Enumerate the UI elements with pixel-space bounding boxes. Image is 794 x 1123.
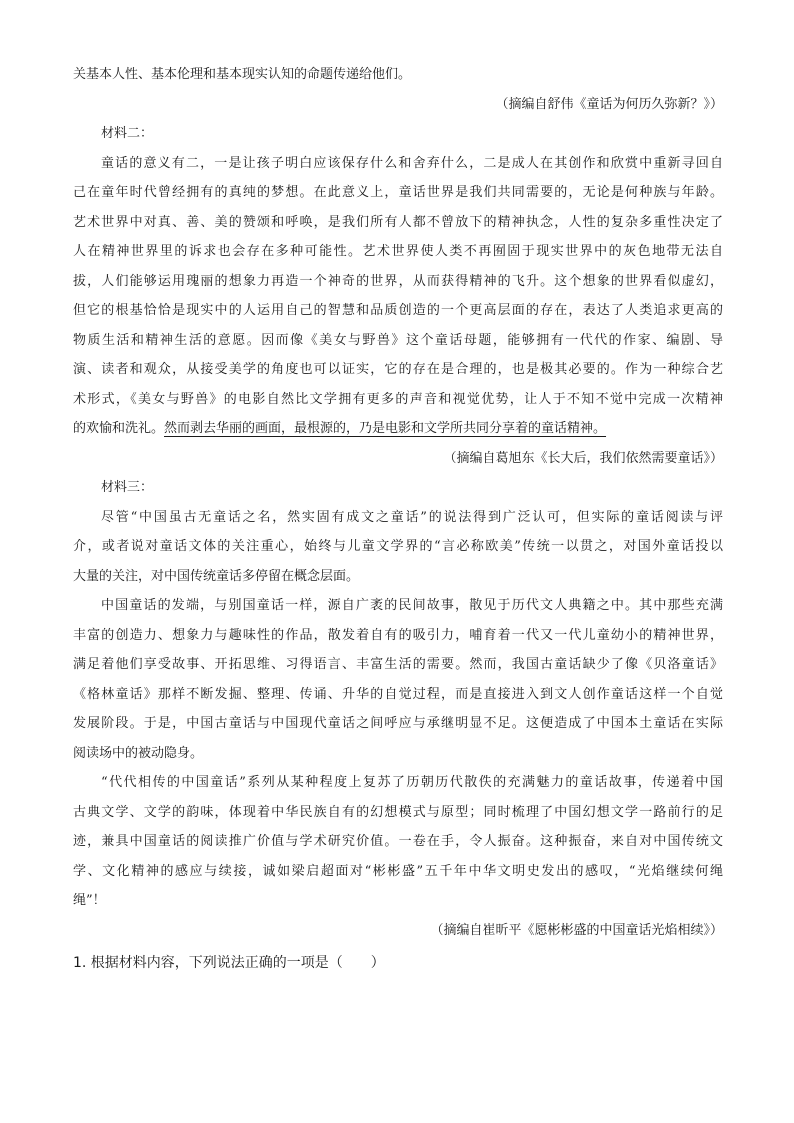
paragraph-line: 学、文化精神的感应与续接，诚如梁启超面对“彬彬盛”五千年中华文明史发出的感叹，“光焰继续何绳 xyxy=(73,863,723,879)
paragraph-line: 艺术世界中对真、善、美的赞颂和呼唤，是我们所有人都不曾放下的精神执念，人性的复杂多重性决定了 xyxy=(73,214,723,230)
paragraph-text: 的欢愉和洗礼。 xyxy=(73,421,165,436)
paragraph-line xyxy=(73,414,723,444)
paragraph-line: 演、读者和观众，从接受美学的角度也可以证实，它的存在是合理的，也是极其必要的。作为一种综合艺 xyxy=(73,362,723,377)
document-page xyxy=(73,60,723,979)
question-stem: 1. 根据材料内容，下列说法正确的一项是（ ） xyxy=(73,955,385,971)
paragraph-line: 己在童年时代曾经拥有的真纯的梦想。在此意义上，童话世界是我们共同需要的，无论是何种族与年龄。 xyxy=(73,185,723,200)
source-citation: （摘编自葛旭东《长大后，我们依然需要童话》） xyxy=(443,450,723,466)
paragraph-line: 丰富的创造力、想象力与趣味性的作品，散发着自有的吸引力，哺育着一代又一代儿童幼小的精神世界， xyxy=(73,627,723,643)
paragraph-line: “代代相传的中国童话”系列从某种程度上复苏了历朝历代散佚的充满魅力的童话故事，传递着中国 xyxy=(101,775,723,790)
paragraph-line: 拔，人们能够运用瑰丽的想象力再造一个神奇的世界，从而获得精神的飞升。这个想象的世界看似虚幻， xyxy=(73,273,723,289)
section-heading-material-3: 材料三： xyxy=(101,480,154,495)
paragraph-line: 但它的根基恰恰是现实中的人运用自己的智慧和品质创造的一个更高层面的存在，表达了人类追求更高的 xyxy=(73,303,723,318)
paragraph-line: 介，或者说对童话文体的关注重心，始终与儿童文学界的“言必称欧美”传统一以贯之，对国外童话投以 xyxy=(73,539,723,554)
paragraph-line: 关基本人性、基本伦理和基本现实认知的命题传递给他们。 xyxy=(73,67,412,82)
paragraph-line: 人在精神世界里的诉求也会存在多种可能性。艺术世界使人类不再囿固于现实世界中的灰色地带无法自 xyxy=(73,244,723,259)
section-heading-material-2: 材料二： xyxy=(101,126,154,141)
paragraph-line: 《格林童话》那样不断发掘、整理、传诵、升华的自觉过程，而是直接进入到文人创作童话这样一个自觉 xyxy=(73,686,723,702)
paragraph-line: 发展阶段。于是，中国古童话与中国现代童话之间呼应与承继明显不足。这便造成了中国本土童话在实际 xyxy=(73,716,723,731)
paragraph-line: 绳”！ xyxy=(73,893,106,908)
source-citation: （摘编自舒伟《童话为何历久弥新？》） xyxy=(495,96,723,112)
paragraph-line: 阅读场中的被动隐身。 xyxy=(73,745,204,761)
paragraph-line: 满足着他们享受故事、开拓思维、习得语言、丰富生活的需要。然而，我国古童话缺少了像《贝洛童话》 xyxy=(73,657,723,672)
paragraph-line: 术形式，《美女与野兽》的电影自然比文学拥有更多的声音和视觉优势，让人于不知不觉中完成一次精神 xyxy=(73,391,723,407)
paragraph-line: 中国童话的发端，与别国童话一样，源自广袤的民间故事，散见于历代文人典籍之中。其中那些充满 xyxy=(101,598,723,613)
paragraph-line: 物质生活和精神生活的意愿。因而像《美女与野兽》这个童话母题，能够拥有一代代的作家、编剧、导 xyxy=(73,332,723,348)
paragraph-line: 童话的意义有二，一是让孩子明白应该保存什么和舍弃什么，二是成人在其创作和欣赏中重新寻回自 xyxy=(101,155,723,171)
source-citation: （摘编自崔昕平《愿彬彬盛的中国童话光焰相续》） xyxy=(430,922,723,938)
paragraph-line: 大量的关注，对中国传统童话多停留在概念层面。 xyxy=(73,568,360,584)
paragraph-line: 迹，兼具中国童话的阅读推广价值与学术研究价值。一卷在手，令人振奋。这种振奋，来自对中国传统文 xyxy=(73,834,723,849)
paragraph-line: 尽管“中国虽古无童话之名，然实固有成文之童话”的说法得到广泛认可，但实际的童话阅读与评 xyxy=(101,509,723,525)
paragraph-line: 古典文学、文学的韵味，体现着中华民族自有的幻想模式与原型；同时梳理了中国幻想文学一路前行的足 xyxy=(73,804,723,820)
underlined-sentence: 然而剥去华丽的画面，最根源的，乃是电影和文学所共同分享着的童话精神。 xyxy=(164,421,607,436)
